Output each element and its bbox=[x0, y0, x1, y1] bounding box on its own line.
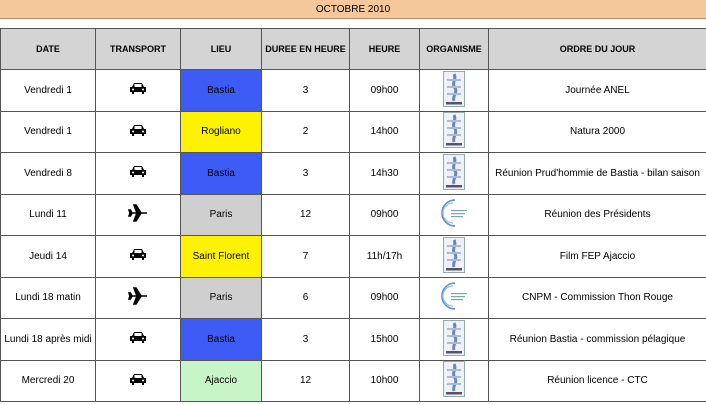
cell-ordre: Réunion Prud'hommie de Bastia - bilan saison bbox=[489, 153, 706, 195]
cell-ordre: Réunion licence - CTC bbox=[489, 360, 706, 402]
cell-lieu: Ajaccio bbox=[181, 360, 262, 402]
cell-organisme bbox=[420, 153, 489, 195]
table-row bbox=[1, 277, 706, 319]
header-date: DATE bbox=[1, 29, 96, 70]
cell-organisme bbox=[420, 277, 489, 319]
cnpm-logo bbox=[439, 197, 469, 232]
header-duree: DUREE EN HEURE bbox=[262, 29, 350, 70]
cell-duree: 3 bbox=[262, 319, 350, 361]
cell-duree: 3 bbox=[262, 153, 350, 195]
plane-icon bbox=[128, 287, 148, 308]
table-row bbox=[1, 153, 706, 195]
cell-heure: 15h00 bbox=[350, 319, 420, 361]
cell-date: Mercredi 20 bbox=[1, 360, 96, 402]
cell-transport bbox=[96, 360, 181, 402]
cell-heure: 14h00 bbox=[350, 111, 420, 153]
cell-date: Lundi 11 bbox=[1, 194, 96, 236]
cell-transport bbox=[96, 153, 181, 195]
cell-date: Jeudi 14 bbox=[1, 236, 96, 278]
cell-organisme bbox=[420, 360, 489, 402]
car-icon bbox=[129, 248, 147, 264]
cell-lieu: Bastia bbox=[181, 153, 262, 195]
header-row bbox=[1, 29, 706, 70]
cnpm-logo bbox=[439, 280, 469, 315]
cell-transport bbox=[96, 277, 181, 319]
car-icon bbox=[129, 165, 147, 181]
cell-transport bbox=[96, 194, 181, 236]
cell-ordre: Réunion Bastia - commission pélagique bbox=[489, 319, 706, 361]
cell-organisme bbox=[420, 319, 489, 361]
cell-heure: 10h00 bbox=[350, 360, 420, 402]
cell-organisme bbox=[420, 236, 489, 278]
cell-lieu: Bastia bbox=[181, 70, 262, 112]
cell-lieu: Saint Florent bbox=[181, 236, 262, 278]
cell-duree: 2 bbox=[262, 111, 350, 153]
car-icon bbox=[129, 124, 147, 140]
cell-heure: 14h30 bbox=[350, 153, 420, 195]
cell-date: Vendredi 8 bbox=[1, 153, 96, 195]
cell-heure: 09h00 bbox=[350, 70, 420, 112]
cell-transport bbox=[96, 319, 181, 361]
car-icon bbox=[129, 373, 147, 389]
cell-organisme bbox=[420, 111, 489, 153]
cell-duree: 6 bbox=[262, 277, 350, 319]
cell-organisme bbox=[420, 70, 489, 112]
cell-date: Lundi 18 matin bbox=[1, 277, 96, 319]
bastia-logo bbox=[443, 237, 465, 276]
cell-date: Vendredi 1 bbox=[1, 111, 96, 153]
bastia-logo bbox=[443, 112, 465, 151]
cell-lieu: Paris bbox=[181, 194, 262, 236]
agenda-table bbox=[0, 28, 706, 402]
plane-icon bbox=[128, 204, 148, 225]
cell-duree: 12 bbox=[262, 360, 350, 402]
cell-ordre: Journée ANEL bbox=[489, 70, 706, 112]
page-title: OCTOBRE 2010 bbox=[0, 0, 706, 19]
bastia-logo bbox=[443, 320, 465, 359]
cell-transport bbox=[96, 236, 181, 278]
table-row bbox=[1, 111, 706, 153]
header-transport: TRANSPORT bbox=[96, 29, 181, 70]
table-row bbox=[1, 360, 706, 402]
bastia-logo bbox=[443, 154, 465, 193]
cell-transport bbox=[96, 111, 181, 153]
cell-date: Vendredi 1 bbox=[1, 70, 96, 112]
cell-ordre: Film FEP Ajaccio bbox=[489, 236, 706, 278]
header-organisme: ORGANISME bbox=[420, 29, 489, 70]
cell-date: Lundi 18 après midi bbox=[1, 319, 96, 361]
cell-lieu: Bastia bbox=[181, 319, 262, 361]
cell-ordre: Réunion des Présidents bbox=[489, 194, 706, 236]
cell-duree: 3 bbox=[262, 70, 350, 112]
cell-ordre: Natura 2000 bbox=[489, 111, 706, 153]
cell-duree: 12 bbox=[262, 194, 350, 236]
table-row bbox=[1, 70, 706, 112]
cell-duree: 7 bbox=[262, 236, 350, 278]
car-icon bbox=[129, 331, 147, 347]
cell-organisme bbox=[420, 194, 489, 236]
car-icon bbox=[129, 82, 147, 98]
table-row bbox=[1, 236, 706, 278]
cell-heure: 09h00 bbox=[350, 277, 420, 319]
cell-transport bbox=[96, 70, 181, 112]
bastia-logo bbox=[443, 71, 465, 110]
header-ordre: ORDRE DU JOUR bbox=[489, 29, 706, 70]
table-row bbox=[1, 319, 706, 361]
cell-lieu: Rogliano bbox=[181, 111, 262, 153]
cell-ordre: CNPM - Commission Thon Rouge bbox=[489, 277, 706, 319]
bastia-logo bbox=[443, 361, 465, 400]
header-lieu: LIEU bbox=[181, 29, 262, 70]
table-row bbox=[1, 194, 706, 236]
header-heure: HEURE bbox=[350, 29, 420, 70]
cell-lieu: Paris bbox=[181, 277, 262, 319]
cell-heure: 11h/17h bbox=[350, 236, 420, 278]
cell-heure: 09h00 bbox=[350, 194, 420, 236]
